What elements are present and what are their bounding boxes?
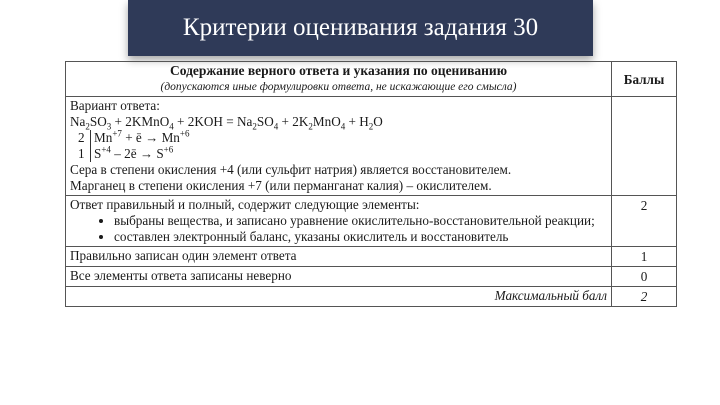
max-score-label: Максимальный балл — [66, 287, 612, 307]
answer-cell — [66, 97, 612, 196]
max-score-row — [66, 287, 677, 307]
balance-coef-s: 1 — [78, 146, 85, 161]
electron-balance — [78, 130, 607, 162]
balance-s: $S^{+4}$ – 2ē → $S^{+6}$ — [94, 144, 174, 161]
balance-coef-mn: 2 — [78, 130, 85, 145]
balance-mn: $Mn^{+7}$ + ē → $Mn^{+6}$ — [94, 128, 190, 145]
criteria-bullet-1: • выбраны вещества, и записано уравнение окислительно-восстановительной реакции; — [114, 213, 607, 229]
content-header-cell — [66, 62, 612, 97]
criteria-full-text: Ответ правильный и полный, содержит следующие элементы: — [70, 197, 420, 212]
criteria-full-score: 2 — [612, 196, 677, 247]
criteria-partial-score: 1 — [612, 247, 677, 267]
content-header-subtitle: (допускаются иные формулировки ответа, не искажающие его смысла) — [160, 81, 517, 93]
criteria-bullet-2: • составлен электронный баланс, указаны окислитель и восстановитель — [114, 229, 607, 245]
criteria-bullets — [70, 213, 607, 245]
variant-label: Вариант ответа: — [70, 98, 160, 113]
slide-title-bar — [128, 0, 593, 56]
criteria-table — [65, 61, 677, 307]
content-header-title: Содержание верного ответа и указания по оцениванию — [169, 63, 508, 78]
criteria-full-cell — [66, 196, 612, 247]
oxidizer-text: Марганец в степени окисления +7 (или перманганат калия) – окислителем. — [70, 178, 492, 193]
answer-row — [66, 97, 677, 196]
slide-title: Критерии оценивания задания 30 — [182, 14, 539, 41]
criteria-partial-text: Правильно записан один элемент ответа — [66, 247, 612, 267]
reaction-equation: $Na_2SO_3$ + 2KMnO$_4$ + $2KOH = Na_2SO_4 + 2K_2MnO_4 + H_2O$ — [70, 114, 383, 132]
criteria-wrong-text: Все элементы ответа записаны неверно — [66, 267, 612, 287]
criteria-wrong-score: 0 — [612, 267, 677, 287]
criteria-row-partial — [66, 247, 677, 267]
criteria-row-full — [66, 196, 677, 247]
reducer-text: Сера в степени окисления +4 (или сульфит натрия) является восстановителем. — [70, 162, 512, 177]
table-header-row — [66, 62, 677, 97]
score-header: Баллы — [612, 62, 677, 97]
answer-score-cell — [612, 97, 677, 196]
criteria-row-wrong — [66, 267, 677, 287]
max-score-value: 2 — [612, 287, 677, 307]
